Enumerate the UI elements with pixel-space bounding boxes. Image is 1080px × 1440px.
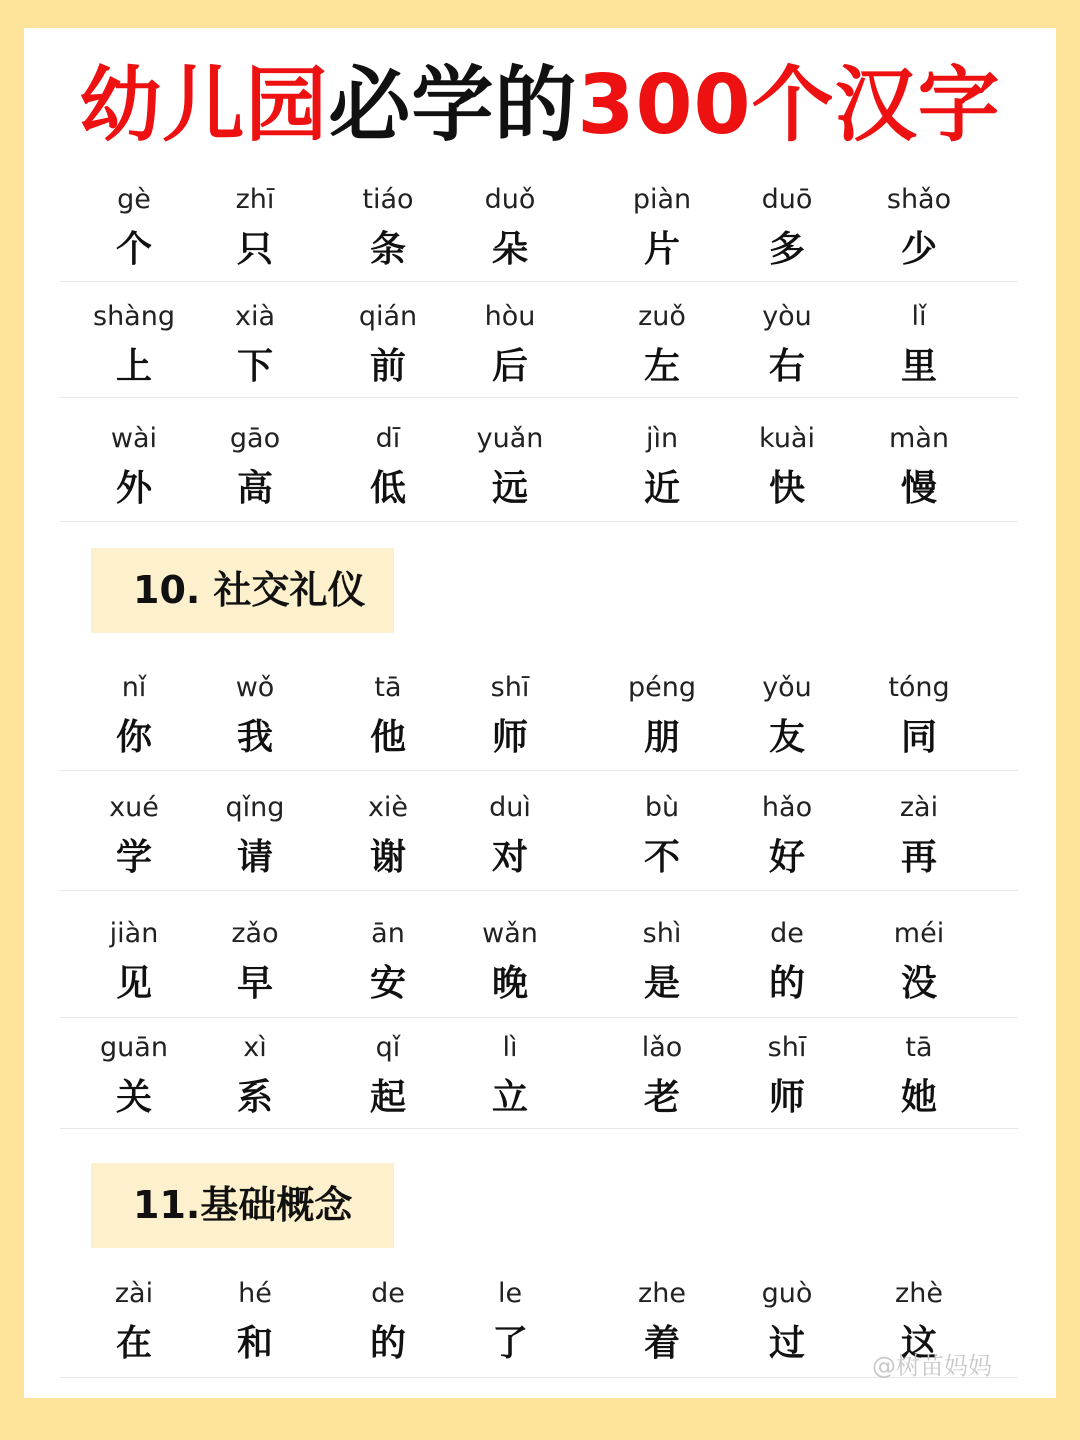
pinyin-label: duō bbox=[761, 184, 813, 215]
character-cell bbox=[440, 918, 580, 1006]
hanzi-character: 请 bbox=[236, 837, 273, 878]
pinyin-label: de bbox=[371, 1278, 405, 1309]
row-divider bbox=[60, 281, 1018, 282]
hanzi-character: 立 bbox=[491, 1077, 528, 1118]
row-divider bbox=[60, 890, 1018, 891]
hanzi-character: 师 bbox=[768, 1077, 805, 1118]
hanzi-character: 在 bbox=[115, 1323, 152, 1364]
character-cell bbox=[849, 1032, 989, 1120]
character-cell bbox=[717, 792, 857, 880]
pinyin-label: hǎo bbox=[761, 792, 813, 823]
hanzi-character: 的 bbox=[768, 963, 805, 1004]
character-row bbox=[0, 1032, 1080, 1129]
pinyin-label: zhè bbox=[895, 1278, 943, 1309]
page-title bbox=[0, 40, 1080, 157]
character-cell bbox=[440, 423, 580, 511]
hanzi-character: 学 bbox=[115, 837, 152, 878]
character-row bbox=[0, 672, 1080, 771]
character-cell bbox=[64, 918, 204, 1006]
character-cell bbox=[64, 301, 204, 389]
hanzi-character: 不 bbox=[643, 837, 680, 878]
pinyin-label: zhe bbox=[638, 1278, 686, 1309]
hanzi-character: 下 bbox=[236, 346, 273, 387]
hanzi-character: 对 bbox=[491, 837, 528, 878]
character-cell bbox=[849, 423, 989, 511]
hanzi-character: 片 bbox=[643, 229, 680, 270]
hanzi-character: 同 bbox=[900, 717, 937, 758]
hanzi-character: 上 bbox=[115, 346, 152, 387]
hanzi-character: 老 bbox=[643, 1077, 680, 1118]
character-cell bbox=[592, 1032, 732, 1120]
character-cell bbox=[64, 1278, 204, 1366]
hanzi-character: 起 bbox=[369, 1077, 406, 1118]
title-part-must-learn: 必学的 bbox=[328, 58, 578, 153]
character-cell bbox=[185, 423, 325, 511]
hanzi-character: 朵 bbox=[491, 229, 528, 270]
pinyin-label: méi bbox=[893, 918, 945, 949]
character-cell bbox=[318, 301, 458, 389]
pinyin-label: wǒ bbox=[235, 672, 275, 703]
pinyin-label: lǐ bbox=[911, 301, 927, 332]
character-cell bbox=[717, 423, 857, 511]
pinyin-label: de bbox=[770, 918, 804, 949]
pinyin-label: kuài bbox=[759, 423, 815, 454]
character-row bbox=[0, 918, 1080, 1018]
pinyin-label: gè bbox=[117, 184, 151, 215]
hanzi-character: 谢 bbox=[369, 837, 406, 878]
hanzi-character: 条 bbox=[369, 229, 406, 270]
pinyin-label: lǎo bbox=[641, 1032, 683, 1063]
hanzi-character: 和 bbox=[236, 1323, 273, 1364]
character-cell bbox=[592, 184, 732, 272]
hanzi-character: 前 bbox=[369, 346, 406, 387]
hanzi-character: 个 bbox=[115, 229, 152, 270]
pinyin-label: zhī bbox=[235, 184, 275, 215]
pinyin-label: dī bbox=[375, 423, 401, 454]
pinyin-label: zǎo bbox=[231, 918, 279, 949]
hanzi-character: 早 bbox=[236, 963, 273, 1004]
hanzi-character: 低 bbox=[369, 468, 406, 509]
pinyin-label: wài bbox=[110, 423, 158, 454]
hanzi-character: 再 bbox=[900, 837, 937, 878]
hanzi-character: 朋 bbox=[643, 717, 680, 758]
pinyin-label: yuǎn bbox=[476, 423, 544, 454]
hanzi-character: 只 bbox=[236, 229, 273, 270]
character-cell bbox=[318, 1278, 458, 1366]
row-divider bbox=[60, 1128, 1018, 1129]
pinyin-label: hòu bbox=[484, 301, 536, 332]
hanzi-character: 多 bbox=[768, 229, 805, 270]
title-part-300-characters: 300个汉字 bbox=[577, 58, 1001, 153]
pinyin-label: tā bbox=[905, 1032, 933, 1063]
section-label: 10. 社交礼仪 bbox=[133, 568, 366, 612]
character-cell bbox=[64, 184, 204, 272]
character-cell bbox=[717, 184, 857, 272]
section-header-basic-concepts bbox=[91, 1163, 394, 1248]
pinyin-label: gāo bbox=[229, 423, 281, 454]
character-cell bbox=[64, 423, 204, 511]
hanzi-character: 高 bbox=[236, 468, 273, 509]
hanzi-character: 后 bbox=[491, 346, 528, 387]
character-cell bbox=[318, 184, 458, 272]
pinyin-label: qǐng bbox=[225, 792, 285, 823]
pinyin-label: xué bbox=[109, 792, 159, 823]
pinyin-label: péng bbox=[627, 672, 696, 703]
pinyin-label: shàng bbox=[93, 301, 175, 332]
hanzi-character: 近 bbox=[643, 468, 680, 509]
character-cell bbox=[440, 184, 580, 272]
character-row bbox=[0, 184, 1080, 282]
character-cell bbox=[592, 672, 732, 760]
hanzi-character: 你 bbox=[115, 717, 152, 758]
character-cell bbox=[849, 672, 989, 760]
hanzi-character: 着 bbox=[643, 1323, 680, 1364]
hanzi-character: 少 bbox=[900, 229, 937, 270]
character-cell bbox=[64, 1032, 204, 1120]
row-divider bbox=[60, 397, 1018, 398]
hanzi-character: 过 bbox=[768, 1323, 805, 1364]
character-cell bbox=[717, 918, 857, 1006]
pinyin-label: xià bbox=[234, 301, 276, 332]
pinyin-label: piàn bbox=[632, 184, 692, 215]
pinyin-label: xì bbox=[243, 1032, 267, 1063]
character-cell bbox=[717, 672, 857, 760]
pinyin-label: wǎn bbox=[482, 918, 538, 949]
pinyin-label: ān bbox=[371, 918, 405, 949]
hanzi-character: 安 bbox=[369, 963, 406, 1004]
character-cell bbox=[592, 423, 732, 511]
row-divider bbox=[60, 770, 1018, 771]
character-cell bbox=[592, 301, 732, 389]
character-row bbox=[0, 301, 1080, 398]
pinyin-label: shī bbox=[490, 672, 530, 703]
character-cell bbox=[849, 301, 989, 389]
character-cell bbox=[440, 1278, 580, 1366]
character-cell bbox=[717, 1278, 857, 1366]
pinyin-label: lì bbox=[502, 1032, 518, 1063]
hanzi-character: 系 bbox=[236, 1077, 273, 1118]
pinyin-label: shì bbox=[642, 918, 682, 949]
pinyin-label: yòu bbox=[762, 301, 812, 332]
character-cell bbox=[849, 792, 989, 880]
character-cell bbox=[440, 792, 580, 880]
character-cell bbox=[318, 423, 458, 511]
pinyin-label: shī bbox=[767, 1032, 807, 1063]
character-cell bbox=[440, 301, 580, 389]
pinyin-label: jiàn bbox=[109, 918, 159, 949]
hanzi-character: 右 bbox=[768, 346, 805, 387]
pinyin-label: bù bbox=[644, 792, 680, 823]
pinyin-label: hé bbox=[238, 1278, 272, 1309]
pinyin-label: màn bbox=[889, 423, 949, 454]
hanzi-character: 这 bbox=[900, 1323, 937, 1364]
hanzi-character: 好 bbox=[768, 837, 805, 878]
character-cell bbox=[592, 918, 732, 1006]
pinyin-label: xiè bbox=[367, 792, 409, 823]
pinyin-label: nǐ bbox=[121, 672, 147, 703]
hanzi-character: 他 bbox=[369, 717, 406, 758]
character-row bbox=[0, 423, 1080, 522]
hanzi-character: 是 bbox=[643, 963, 680, 1004]
character-cell bbox=[592, 1278, 732, 1366]
pinyin-label: duǒ bbox=[484, 184, 536, 215]
character-cell bbox=[185, 918, 325, 1006]
character-cell bbox=[592, 792, 732, 880]
pinyin-label: jìn bbox=[645, 423, 679, 454]
hanzi-character: 远 bbox=[491, 468, 528, 509]
hanzi-character: 了 bbox=[491, 1323, 528, 1364]
character-cell bbox=[185, 1278, 325, 1366]
character-cell bbox=[185, 672, 325, 760]
pinyin-label: zài bbox=[114, 1278, 154, 1309]
hanzi-character: 没 bbox=[900, 963, 937, 1004]
character-cell bbox=[318, 1032, 458, 1120]
character-cell bbox=[440, 1032, 580, 1120]
pinyin-label: shǎo bbox=[886, 184, 952, 215]
row-divider bbox=[60, 521, 1018, 522]
pinyin-label: duì bbox=[489, 792, 531, 823]
hanzi-character: 我 bbox=[236, 717, 273, 758]
pinyin-label: le bbox=[497, 1278, 523, 1309]
character-cell bbox=[717, 301, 857, 389]
pinyin-label: tiáo bbox=[362, 184, 414, 215]
watermark: @树苗妈妈 bbox=[872, 1352, 992, 1380]
hanzi-character: 左 bbox=[643, 346, 680, 387]
character-cell bbox=[185, 1032, 325, 1120]
character-cell bbox=[318, 792, 458, 880]
pinyin-label: qǐ bbox=[375, 1032, 401, 1063]
pinyin-label: zuǒ bbox=[638, 301, 686, 332]
hanzi-character: 的 bbox=[369, 1323, 406, 1364]
character-cell bbox=[440, 672, 580, 760]
hanzi-character: 里 bbox=[900, 346, 937, 387]
hanzi-character: 她 bbox=[900, 1077, 937, 1118]
hanzi-character: 快 bbox=[768, 468, 805, 509]
character-cell bbox=[318, 672, 458, 760]
character-cell bbox=[64, 792, 204, 880]
character-cell bbox=[64, 672, 204, 760]
character-cell bbox=[717, 1032, 857, 1120]
hanzi-character: 慢 bbox=[900, 468, 937, 509]
hanzi-character: 晚 bbox=[491, 963, 528, 1004]
pinyin-label: guò bbox=[761, 1278, 813, 1309]
hanzi-character: 见 bbox=[115, 963, 152, 1004]
character-cell bbox=[185, 792, 325, 880]
hanzi-character: 友 bbox=[768, 717, 805, 758]
character-cell bbox=[849, 918, 989, 1006]
pinyin-label: guān bbox=[100, 1032, 168, 1063]
section-header-social-etiquette bbox=[91, 548, 394, 633]
character-cell bbox=[849, 184, 989, 272]
hanzi-character: 师 bbox=[491, 717, 528, 758]
pinyin-label: qián bbox=[358, 301, 418, 332]
character-cell bbox=[185, 301, 325, 389]
section-label: 11.基础概念 bbox=[133, 1183, 353, 1227]
character-cell bbox=[185, 184, 325, 272]
character-row bbox=[0, 792, 1080, 891]
pinyin-label: tóng bbox=[888, 672, 950, 703]
title-part-kindergarten: 幼儿园 bbox=[79, 58, 329, 153]
pinyin-label: yǒu bbox=[762, 672, 812, 703]
pinyin-label: zài bbox=[899, 792, 939, 823]
hanzi-character: 外 bbox=[115, 468, 152, 509]
hanzi-character: 关 bbox=[115, 1077, 152, 1118]
pinyin-label: tā bbox=[374, 672, 402, 703]
row-divider bbox=[60, 1017, 1018, 1018]
character-cell bbox=[318, 918, 458, 1006]
